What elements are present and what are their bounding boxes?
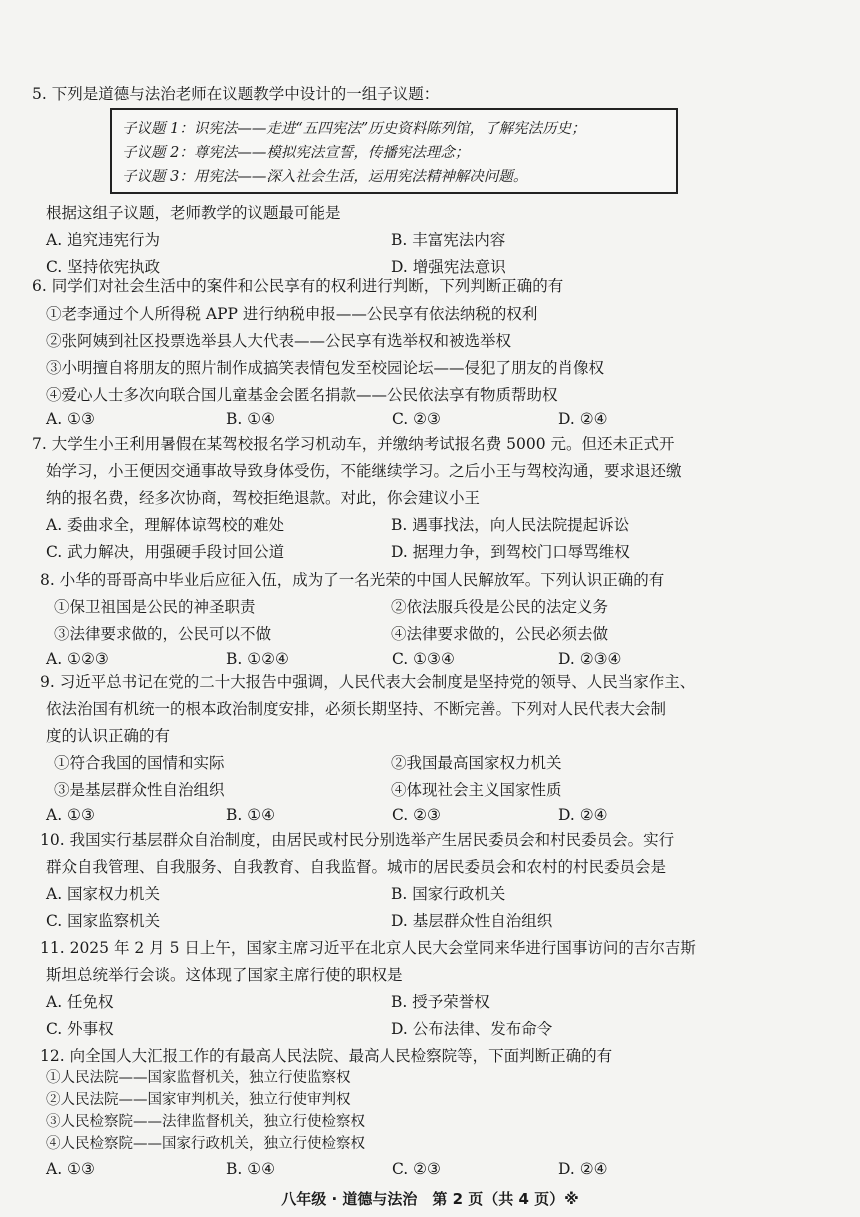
option-d[interactable]: D. 公布法律、发布命令 xyxy=(391,1020,553,1038)
option-a[interactable]: A. 国家权力机关 xyxy=(46,885,161,903)
question-6-item-2: ②张阿姨到社区投票选举县人大代表——公民享有选举权和被选举权 xyxy=(46,332,512,350)
question-10-options-row2 xyxy=(46,907,836,935)
sub-topic-2: 子议题 2：尊宪法——模拟宪法宣誓，传播宪法理念； xyxy=(122,145,470,161)
question-9-item-3: ③是基层群众性自治组织 xyxy=(54,781,225,799)
option-c[interactable]: C. ②③ xyxy=(392,1160,441,1178)
question-5-options-row1 xyxy=(46,226,836,254)
question-7-options-row2 xyxy=(46,538,836,566)
question-8-item-1: ①保卫祖国是公民的神圣职责 xyxy=(54,598,256,616)
question-9-items-row2 xyxy=(46,776,836,804)
question-9-item-1: ①符合我国的国情和实际 xyxy=(54,754,225,772)
option-a[interactable]: A. 追究违宪行为 xyxy=(46,231,161,249)
option-d[interactable]: D. ②④ xyxy=(558,806,608,824)
question-11-options-row2 xyxy=(46,1015,836,1043)
question-9-items-row1 xyxy=(46,749,836,777)
page-footer: 八年级 · 道德与法治 第 2 页（共 4 页）※ xyxy=(281,1190,579,1208)
question-12-item-4: ④人民检察院——国家行政机关，独立行使检察权 xyxy=(46,1136,365,1152)
option-b[interactable]: B. 国家行政机关 xyxy=(391,885,506,903)
question-9-options xyxy=(46,801,836,829)
sub-topic-3: 子议题 3：用宪法——深入社会生活，运用宪法精神解决问题。 xyxy=(122,169,528,185)
option-a[interactable]: A. 任免权 xyxy=(46,993,114,1011)
option-c[interactable]: C. ①③④ xyxy=(392,650,455,668)
question-8-item-4: ④法律要求做的，公民必须去做 xyxy=(391,625,609,643)
question-11-stem-line1: 11. 2025 年 2 月 5 日上午，国家主席习近平在北京人民大会堂同来华进行国事访问的吉尔吉斯 xyxy=(40,939,696,957)
question-7-stem-line2: 始学习，小王便因交通事故导致身体受伤，不能继续学习。之后小王与驾校沟通，要求退还缴 xyxy=(46,462,682,480)
question-12-item-3: ③人民检察院——法律监督机关，独立行使检察权 xyxy=(46,1114,365,1130)
option-d[interactable]: D. 增强宪法意识 xyxy=(391,258,506,276)
option-c[interactable]: C. ②③ xyxy=(392,410,441,428)
question-8-item-2: ②依法服兵役是公民的法定义务 xyxy=(391,598,609,616)
question-12-options xyxy=(46,1157,836,1181)
option-c[interactable]: C. 国家监察机关 xyxy=(46,912,161,930)
question-11-options-row1 xyxy=(46,988,836,1016)
option-a[interactable]: A. ①③ xyxy=(46,410,95,428)
question-6-item-4: ④爱心人士多次向联合国儿童基金会匿名捐款——公民依法享有物质帮助权 xyxy=(46,386,558,404)
question-10-options-row1 xyxy=(46,880,836,908)
question-12-item-1: ①人民法院——国家监督机关，独立行使监察权 xyxy=(46,1070,351,1086)
question-11-stem-line2: 斯坦总统举行会谈。这体现了国家主席行使的职权是 xyxy=(46,966,403,984)
option-b[interactable]: B. ①④ xyxy=(226,410,276,428)
option-d[interactable]: D. 据理力争，到驾校门口辱骂维权 xyxy=(391,543,630,561)
question-12-stem: 12. 向全国人大汇报工作的有最高人民法院、最高人民检察院等，下面判断正确的有 xyxy=(40,1047,613,1065)
question-6-item-1: ①老李通过个人所得税 APP 进行纳税申报——公民享有依法纳税的权利 xyxy=(46,305,538,323)
option-b[interactable]: B. 遇事找法，向人民法院提起诉讼 xyxy=(391,516,630,534)
option-c[interactable]: C. 武力解决，用强硬手段讨回公道 xyxy=(46,543,285,561)
question-6-item-3: ③小明擅自将朋友的照片制作成搞笑表情包发至校园论坛——侵犯了朋友的肖像权 xyxy=(46,359,605,377)
option-a[interactable]: A. 委曲求全，理解体谅驾校的难处 xyxy=(46,516,285,534)
sub-topic-1: 子议题 1：识宪法——走进“五四宪法”历史资料陈列馆，了解宪法历史； xyxy=(122,121,586,137)
option-b[interactable]: B. ①②④ xyxy=(226,650,289,668)
question-8-item-3: ③法律要求做的，公民可以不做 xyxy=(54,625,272,643)
option-a[interactable]: A. ①③ xyxy=(46,1160,95,1178)
question-5-stem: 5. 下列是道德与法治老师在议题教学中设计的一组子议题： xyxy=(32,85,440,103)
question-12-item-2: ②人民法院——国家审判机关，独立行使审判权 xyxy=(46,1092,351,1108)
question-9-item-2: ②我国最高国家权力机关 xyxy=(391,754,562,772)
question-10-stem-line1: 10. 我国实行基层群众自治制度，由居民或村民分别选举产生居民委员会和村民委员会。实行 xyxy=(40,831,675,849)
question-9-stem-line2: 依法治国有机统一的根本政治制度安排，必须长期坚持、不断完善。下列对人民代表大会制 xyxy=(46,700,667,718)
option-a[interactable]: A. ①③ xyxy=(46,806,95,824)
question-7-stem-line1: 7. 大学生小王利用暑假在某驾校报名学习机动车，并缴纳考试报名费 5000 元。但还未正式开 xyxy=(32,435,675,453)
option-d[interactable]: D. ②④ xyxy=(558,1160,608,1178)
option-c[interactable]: C. 外事权 xyxy=(46,1020,114,1038)
option-b[interactable]: B. 授予荣誉权 xyxy=(391,993,490,1011)
question-10-stem-line2: 群众自我管理、自我服务、自我教育、自我监督。城市的居民委员会和农村的村民委员会是 xyxy=(46,858,667,876)
option-d[interactable]: D. 基层群众性自治组织 xyxy=(391,912,553,930)
option-d[interactable]: D. ②③④ xyxy=(558,650,622,668)
sub-topic-box xyxy=(110,108,678,194)
question-7-stem-line3: 纳的报名费，经多次协商，驾校拒绝退款。对此，你会建议小王 xyxy=(46,489,481,507)
option-d[interactable]: D. ②④ xyxy=(558,410,608,428)
question-8-items-row1 xyxy=(46,593,836,621)
option-a[interactable]: A. ①②③ xyxy=(46,650,109,668)
question-6-options xyxy=(46,405,836,433)
question-7-options-row1 xyxy=(46,511,836,539)
option-c[interactable]: C. 坚持依宪执政 xyxy=(46,258,161,276)
question-5-follow: 根据这组子议题，老师教学的议题最可能是 xyxy=(46,204,341,222)
question-9-stem-line1: 9. 习近平总书记在党的二十大报告中强调，人民代表大会制度是坚持党的领导、人民当家作主、 xyxy=(40,673,696,691)
option-c[interactable]: C. ②③ xyxy=(392,806,441,824)
option-b[interactable]: B. ①④ xyxy=(226,806,276,824)
option-b[interactable]: B. 丰富宪法内容 xyxy=(391,231,506,249)
question-9-item-4: ④体现社会主义国家性质 xyxy=(391,781,562,799)
question-8-items-row2 xyxy=(46,620,836,648)
question-9-stem-line3: 度的认识正确的有 xyxy=(46,727,171,745)
option-b[interactable]: B. ①④ xyxy=(226,1160,276,1178)
question-6-stem: 6. 同学们对社会生活中的案件和公民享有的权利进行判断，下列判断正确的有 xyxy=(32,277,564,295)
question-8-stem: 8. 小华的哥哥高中毕业后应征入伍，成为了一名光荣的中国人民解放军。下列认识正确的有 xyxy=(40,571,665,589)
